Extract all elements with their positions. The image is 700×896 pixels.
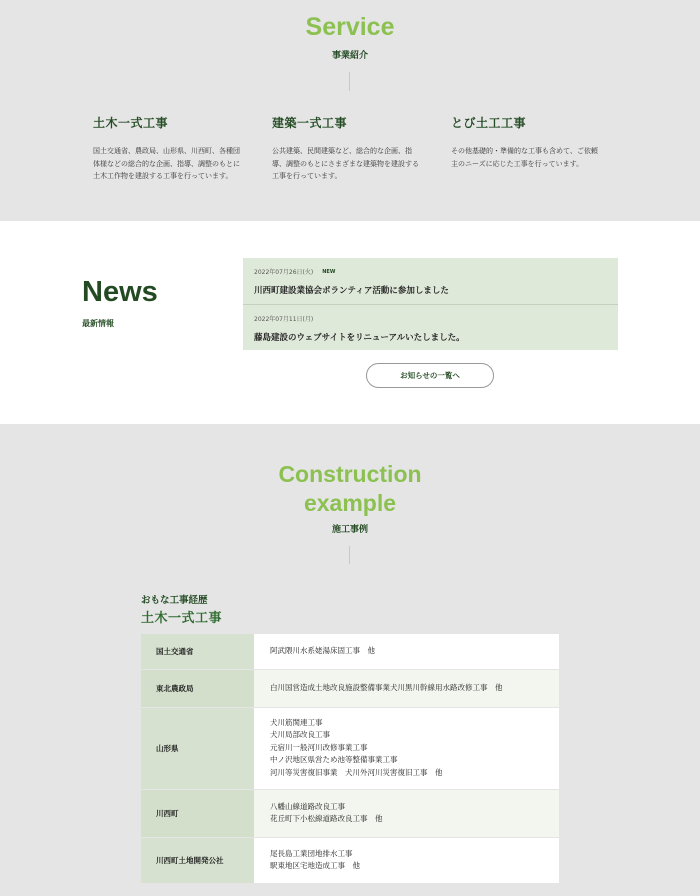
construction-title xyxy=(0,460,700,518)
news-list xyxy=(243,258,618,350)
service-desc-line: 公共建築、民間建築など、総合的な企画、指 xyxy=(272,147,412,155)
service-title: Service xyxy=(305,13,395,41)
service-desc-line: 体様などの総合的な企画、指導、調整のもとに xyxy=(93,159,240,168)
divider-line xyxy=(349,546,350,564)
client-cell: 東北農政局 xyxy=(141,669,254,707)
construction-subtitle: 施工事例 xyxy=(331,525,368,535)
works-category-heading: 土木一式工事 xyxy=(141,611,223,626)
work-line: 花丘町下小松線道路改良工事 他 xyxy=(270,814,383,823)
news-subtitle: 最新情報 xyxy=(82,319,114,328)
work-line: 犬川局部改良工事 xyxy=(270,730,330,740)
service-desc-line: 主のニーズに応じた工事を行っています。 xyxy=(451,159,584,168)
service-desc-line: 導、調整のもとにさまざまな建築物を建設する xyxy=(272,159,419,168)
service-card-civil xyxy=(93,114,240,183)
table-row xyxy=(141,789,559,837)
service-heading: とび土工工事 xyxy=(451,116,527,130)
table-row xyxy=(141,707,559,789)
service-desc-line: 国土交通省、農政局、山形県、川西町、各種団 xyxy=(93,147,240,155)
service-desc-line: その他基礎的・準備的な工事も含めて、ご依頼 xyxy=(451,147,598,155)
work-line: 中ノ沢地区県営ため池等整備事業工事 xyxy=(270,755,398,765)
work-line: 駅東地区宅地造成工事 他 xyxy=(270,861,360,870)
construction-title-line: example xyxy=(303,490,397,516)
client-cell: 川西町土地開発公社 xyxy=(141,837,254,883)
news-date: 2022年07月26日(火) xyxy=(254,269,314,276)
client-cell: 川西町 xyxy=(141,789,254,837)
service-card-building xyxy=(272,114,419,183)
news-meta xyxy=(254,267,607,276)
news-title: News xyxy=(82,276,158,308)
works-table xyxy=(141,634,559,884)
divider-line xyxy=(349,72,350,91)
service-section xyxy=(0,0,700,221)
construction-title-line: Construction xyxy=(278,461,422,487)
news-item[interactable] xyxy=(243,258,618,304)
service-description xyxy=(272,145,419,183)
service-desc-line: 土木工作物を建設する工事を行っています。 xyxy=(93,172,233,180)
table-row xyxy=(141,837,559,883)
work-line: 白川国営造成土地改良施設整備事業犬川黒川幹線用水路改修工事 他 xyxy=(270,682,503,692)
service-description xyxy=(93,145,240,183)
news-date: 2022年07月11日(月) xyxy=(254,316,314,323)
service-heading: 土木一式工事 xyxy=(93,116,169,130)
table-row xyxy=(141,669,559,707)
news-headline[interactable]: 藤島建設のウェブサイトをリニューアルいたしました。 xyxy=(254,333,465,343)
table-row xyxy=(141,634,559,669)
service-subtitle: 事業紹介 xyxy=(331,51,368,61)
work-line: 河川等災害復旧事業 犬川外河川災害復旧工事 他 xyxy=(270,767,443,777)
works-cell xyxy=(254,634,559,669)
work-line: 八幡山線道路改良工事 xyxy=(270,801,345,811)
client-cell: 山形県 xyxy=(141,707,254,789)
news-meta xyxy=(254,314,607,323)
construction-section xyxy=(0,424,700,896)
news-headline[interactable]: 川西町建設業協会ボランティア活動に参加しました xyxy=(254,286,449,296)
works-cell xyxy=(254,669,559,707)
works-cell xyxy=(254,789,559,837)
news-item[interactable] xyxy=(243,304,618,350)
news-list-button[interactable]: お知らせの一覧へ xyxy=(366,363,494,388)
client-cell: 国土交通省 xyxy=(141,634,254,669)
service-desc-line: 工事を行っています。 xyxy=(272,172,342,180)
works-cell xyxy=(254,837,559,883)
service-card-scaffolding xyxy=(451,114,598,170)
work-line: 元宿川一般河川改修事業工事 xyxy=(270,742,368,752)
new-badge: NEW xyxy=(322,268,336,275)
work-line: 阿武隈川水系姥湯床固工事 他 xyxy=(270,646,375,656)
news-section xyxy=(0,221,700,424)
works-cell xyxy=(254,707,559,789)
service-description xyxy=(451,145,598,170)
work-line: 犬川筋関連工事 xyxy=(270,717,323,727)
service-heading: 建築一式工事 xyxy=(272,116,348,130)
work-line: 尾長島工業団地排水工事 xyxy=(270,848,353,858)
works-history-label: おもな工事経歴 xyxy=(141,595,208,606)
